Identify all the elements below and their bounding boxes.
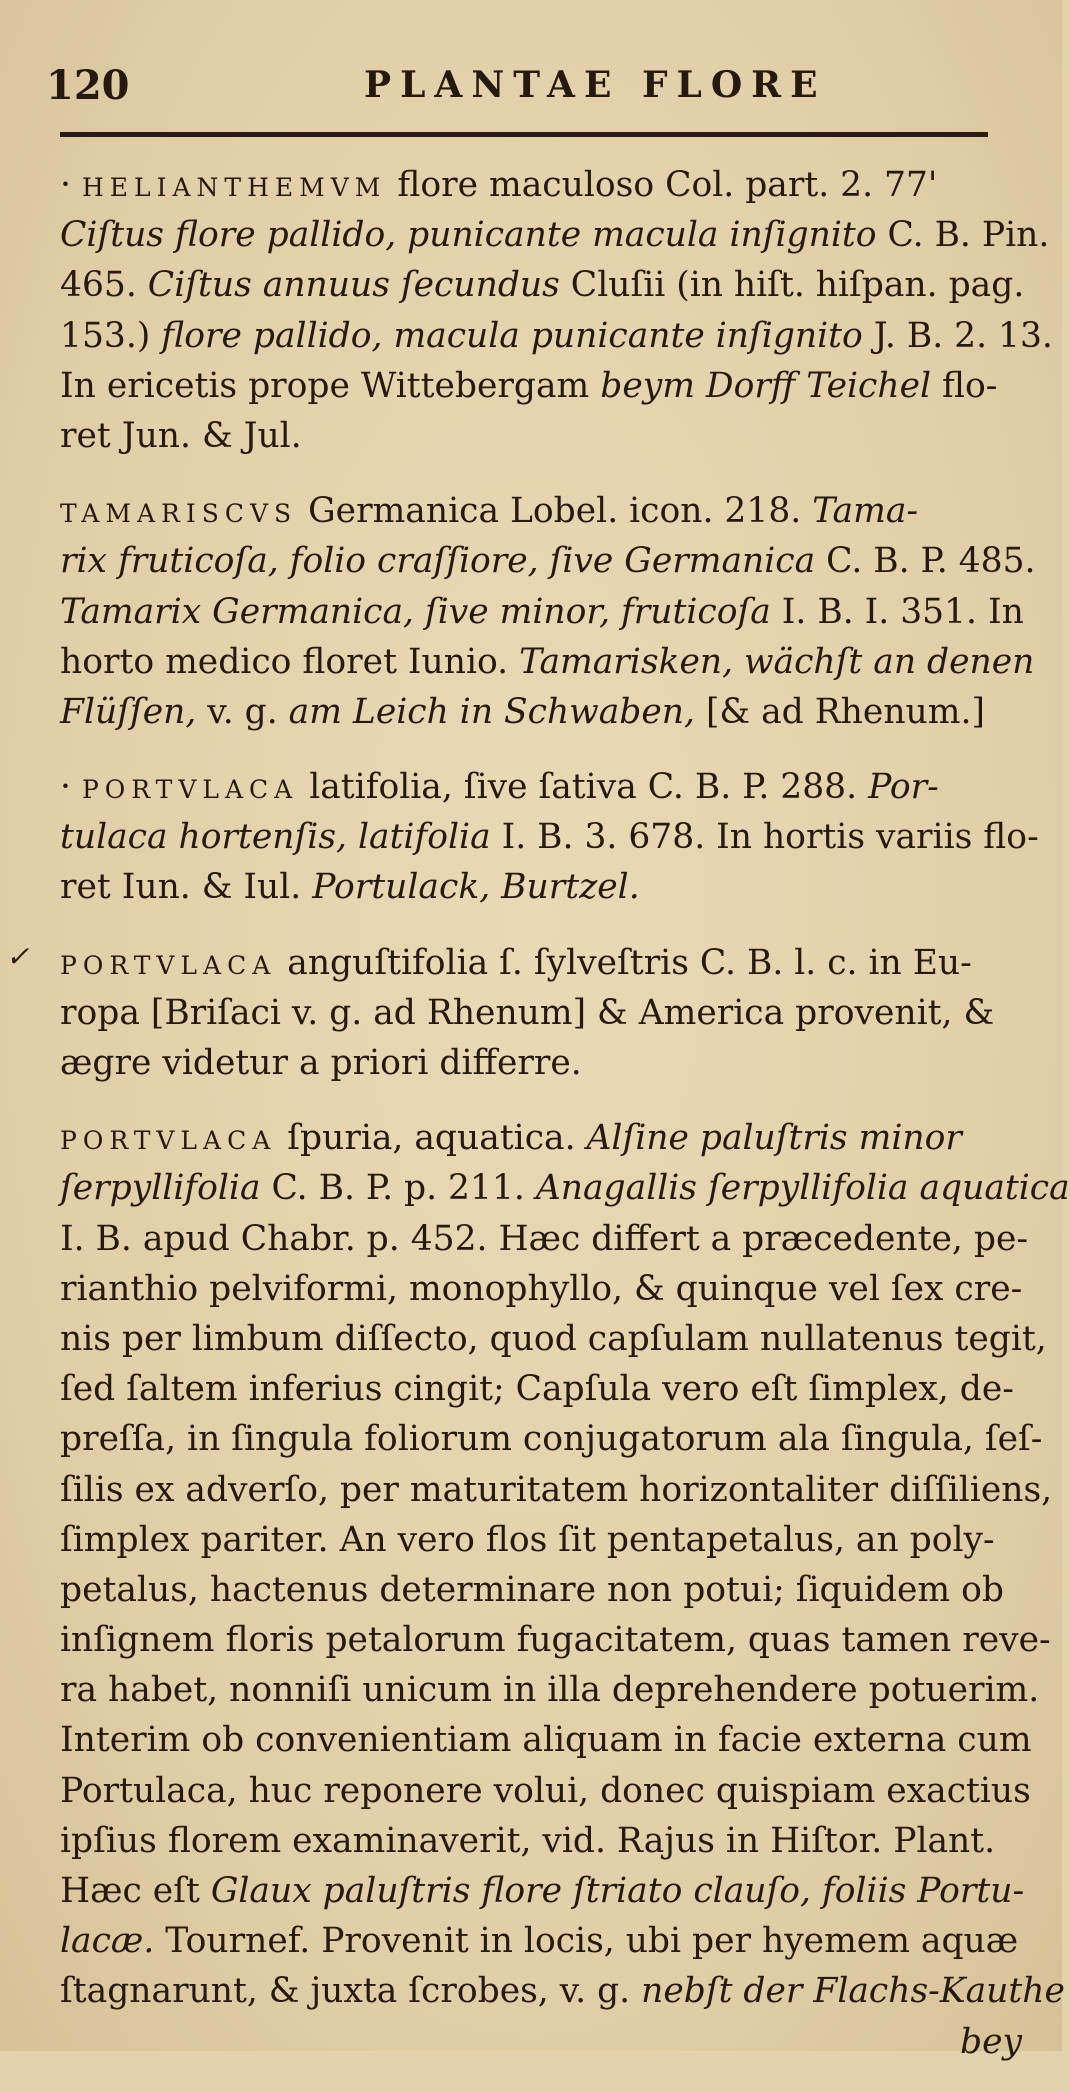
text-line: Portulaca, huc reponere volui, donec quispiam exactius [60,1770,1031,1811]
text-line: Flüſſen, v. g. am Leich in Schwaben, [& ad Rhenum.] [60,691,985,732]
text-line: · PORTVLACA latifolia, ſive ſativa C. B. P. 288. Por- [60,767,939,808]
genus-name: PORTVLACA [60,1126,277,1156]
entry-portulaca-spuria [60,1113,1070,2067]
text-line: horto medico floret Iunio. Tamarisken, wächſt an denen [60,641,1035,682]
text-line: lacæ. Tournef. Provenit in locis, ubi per hyemem aquæ [60,1921,1019,1962]
page-header [46,62,1026,122]
text-line: TAMARISCVS Germanica Lobel. icon. 218. Tama- [60,491,919,532]
entry-helianthemum [60,160,1053,461]
text-line: ſimplex pariter. An vero flos ſit pentapetalus, an poly- [60,1519,995,1560]
text-line: ipſius florem examinaverit, vid. Rajus in Hiſtor. Plant. [60,1820,996,1861]
entry-portulaca-angustifolia [60,938,1022,1089]
text-line: Tamarix Germanica, ſive minor, fruticoſa I. B. I. 351. In [60,591,1024,632]
genus-name: PORTVLACA [60,950,277,980]
text-line: PORTVLACA anguſtifolia ſ. ſylveſtris C. B. l. c. in Eu- [60,942,972,983]
text-line: ra habet, nonniſi unicum in illa deprehendere potuerim. [60,1670,1040,1711]
text-line: tulaca hortenſis, latifolia I. B. 3. 678. In hortis variis flo- [60,817,1039,858]
text-line: nis per limbum diſſecto, quod capſulam nullatenus tegit, [60,1318,1047,1359]
text-line: 465. Ciſtus annuus ſecundus Cluſii (in hiſt. hiſpan. pag. [60,265,1025,306]
genus-name: HELIANTHEMVM [81,173,387,202]
text-line: inſignem floris petalorum fugacitatem, quas tamen reve- [60,1620,1051,1661]
text-line: PORTVLACA ſpuria, aquatica. Alſine paluſtris minor [60,1118,962,1159]
margin-mark: ✓ [6,940,30,973]
text-line: ret Iun. & Iul. Portulack, Burtzel. [60,867,640,908]
entry-tamariscus [60,486,1036,737]
text-line: rix fruticoſa, folio craſſiore, ſive Germanica C. B. P. 485. [60,541,1036,582]
text-line: preſſa, in ſingula foliorum conjugatorum ala ſingula, ſeſ- [60,1419,1043,1460]
text-line: Ciſtus flore pallido, punicante macula inſignito C. B. Pin. [60,215,1050,256]
text-line: ropa [Briſaci v. g. ad Rhenum] & America provenit, & [60,992,995,1033]
text-line: In ericetis prope Wittebergam beym Dorff Teichel flo- [60,365,998,406]
text-line: · HELIANTHEMVM flore maculoso Col. part. 2. 77' [60,165,938,205]
text-line: ſerpyllifolia C. B. P. p. 211. Anagallis ſerpyllifolia aquatica [60,1168,1070,1209]
page-number: 120 [46,62,130,109]
catchword: bey [960,2021,1022,2062]
entries [60,160,1070,2092]
header-rule [60,132,988,137]
genus-name: PORTVLACA [81,775,299,805]
text-line: Hæc eſt Glaux paluſtris flore ſtriato clauſo, foliis Portu- [60,1871,1025,1911]
text-line: ſed ſaltem inferius cingit; Capſula vero eſt ſimplex, de- [60,1369,1014,1410]
text-line: ſilis ex adverſo, per maturitatem horizontaliter diſſiliens, [60,1469,1053,1510]
genus-name: TAMARISCVS [60,499,298,529]
text-line: I. B. apud Chabr. p. 452. Hæc differt a præcedente, pe- [60,1218,1029,1259]
text-line: Interim ob convenientiam aliquam in facie externa cum [60,1720,1032,1761]
text-line: 153.) flore pallido, macula punicante inſignito J. B. 2. 13. [60,315,1053,356]
text-line: ret Jun. & Jul. [60,415,302,456]
text-line: petalus, hactenus determinare non potui; ſiquidem ob [60,1569,1004,1610]
text-line: ægre videtur a priori differre. [60,1043,582,1083]
text-line: ſtagnarunt, & juxta ſcrobes, v. g. nebſt der Flachs-Kauthe [60,1971,1065,2012]
entry-portulaca-latifolia [60,762,1039,913]
running-title: PLANTAE FLORE [364,64,827,106]
text-line: rianthio pelviformi, monophyllo, & quinque vel ſex cre- [60,1268,1023,1309]
